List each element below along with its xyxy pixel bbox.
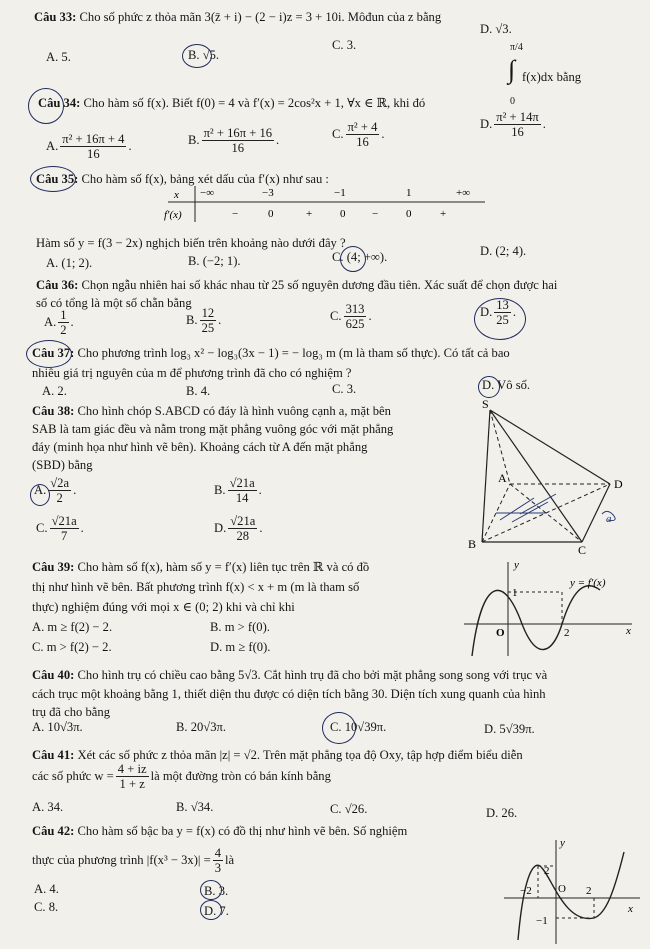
q34-option-a[interactable]: A. $\frac{\text{π² + 16π + 4}}{16}$ . [46,132,132,162]
label-b: B [468,537,477,551]
q34-option-c[interactable]: C. $\frac{\text{π² + 4}}{16}$ . [332,120,385,150]
q38-option-a[interactable]: A. $\frac{√2a}{2}$ . [34,476,77,506]
label-a: A [498,471,507,485]
sign: + [306,208,313,220]
graph-y-label: y [514,559,519,571]
graph-origin: O [558,883,566,895]
q39-option-d[interactable]: D. m ≥ f(0). [210,640,271,654]
q39-line-3: thực) nghiệm đúng với mọi x ∈ (0; 2) khi và chỉ khi [32,600,295,614]
q38-line-4: (SBD) bằng [32,458,93,472]
q41-option-a[interactable]: A. 34. [32,800,64,814]
q33-option-b[interactable]: B. √5. [188,48,220,62]
q41-option-c[interactable]: C. √26. [330,802,368,816]
graph-curve-label: y = f′(x) [570,577,606,589]
graph-tick: 2 [564,627,570,639]
q35-option-b[interactable]: B. (−2; 1). [188,254,241,268]
sign-table [160,184,490,226]
label-c: C [578,543,587,554]
q38-line-1: Câu 38: Cho hình chóp S.ABCD có đáy là hình vuông cạnh a, mặt bên [32,404,391,418]
q39-line-2: thị như hình vẽ bên. Bất phương trình f(x) < x + m (m là tham số [32,580,360,594]
sign: − [232,208,239,220]
answer-circle [26,340,72,368]
q42-option-c[interactable]: C. 8. [34,900,59,914]
sign-table-f-label: f′(x) [164,209,182,221]
label-d: D [614,477,623,491]
q36-stem-2: số có tổng là một số chẵn bằng [36,296,192,310]
answer-circle [478,376,500,398]
xval: 1 [406,187,412,199]
answer-circle [200,880,222,900]
q41-option-d[interactable]: D. 26. [486,806,518,820]
graph-tick: 2 [544,865,550,877]
q42-option-d[interactable]: D. 7. [204,904,229,918]
q37-option-b[interactable]: B. 4. [186,384,211,398]
q38-option-c[interactable]: C. $\frac{√21a}{7}$ . [36,514,84,544]
q35-stem: Câu 35: Cho hàm số f(x), bảng xét dấu của f′(x) như sau : [36,172,329,186]
q35-option-d[interactable]: D. (2; 4). [480,244,527,258]
q40-option-b[interactable]: B. 20√3π. [176,720,227,734]
cubic-graph [500,832,646,946]
q34-int-lower: 0 [510,96,515,107]
answer-circle [340,246,366,272]
q36-stem-1: Câu 36: Chọn ngẫu nhiên hai số khác nhau từ 25 số nguyên dương đầu tiên. Xác suất để chọn được hai [36,278,558,292]
q38-option-b[interactable]: B. $\frac{√21a}{14}$ . [214,476,262,506]
q33-option-a[interactable]: A. 5. [46,50,71,64]
q40-line-2: cách trục một khoảng bằng 1, thiết diện thu được có diện tích bằng 30. Diện tích xung quanh của hình [32,687,546,701]
q39-option-c[interactable]: C. m > f(2) − 2. [32,640,112,654]
answer-circle [200,900,222,920]
q41-option-b[interactable]: B. √34. [176,800,214,814]
q34-stem-end: f(x)dx bằng [522,70,582,84]
label-s: S [482,397,489,411]
q42-option-a[interactable]: A. 4. [34,882,59,896]
graph-origin: O [496,627,505,639]
q36-option-c[interactable]: C. $\frac{313}{625}$ . [330,302,372,332]
edge-sd [490,410,610,484]
q38-line-3: đáy (minh họa như hình vẽ bên). Khoảng cách từ A đến mặt phẳng [32,440,368,454]
xval: −3 [262,187,274,199]
answer-circle [30,166,76,192]
q37-stem-2: nhiêu giá trị nguyên của m để phương trình đã cho có nghiệm ? [32,366,352,380]
q40-option-d[interactable]: D. 5√39π. [484,722,535,736]
q41-line-1: Câu 41: Xét các số phức z thỏa mãn |z| = √2. Trên mặt phẳng tọa độ Oxy, tập hợp điểm biểu diễn [32,748,523,762]
sign: 0 [406,208,412,220]
integral-sign-icon: ∫ [508,55,516,84]
graph-tick: −2 [520,885,532,897]
q36-option-b[interactable]: B. $\frac{12}{25}$ . [186,306,222,336]
answer-circle [322,712,356,744]
xval: −∞ [200,187,215,199]
derivative-graph [460,556,640,664]
graph-x-label: x [628,903,633,915]
graph-tick: −1 [536,915,548,927]
q33-option-c[interactable]: C. 3. [332,38,357,52]
hand-label: a [606,513,612,525]
q35-option-a[interactable]: A. (1; 2). [46,256,93,270]
q34-int-upper: π/4 [510,42,523,53]
q36-option-d[interactable]: D. $\frac{13}{25}$ . [480,298,516,328]
sign: + [440,208,447,220]
sign-table-x-label: x [174,189,179,201]
graph-x-label: x [626,625,631,637]
edge-sb [482,410,490,542]
sign: 0 [268,208,274,220]
q33-stem: Câu 33: Cho số phức z thỏa mãn 3(z̄ + i) − (2 − i)z = 3 + 10i. Môđun của z bằng [34,10,442,24]
q37-option-c[interactable]: C. 3. [332,382,357,396]
derivative-curve [472,586,600,656]
q40-line-3: trụ đã cho bằng [32,705,110,719]
q39-line-1: Câu 39: Cho hàm số f(x), hàm số y = f′(x) liên tục trên ℝ và có đồ [32,560,370,574]
q38-line-2: SAB là tam giác đều và nằm trong mặt phẳng vuông góc với mặt phẳng [32,422,394,436]
q34-stem: Câu 34: Cho hàm số f(x). Biết f(0) = 4 và f′(x) = 2cos²x + 1, ∀x ∈ ℝ, khi đó [38,96,426,110]
q37-stem-1: Câu 37: Cho phương trình log₃ x² − log₃(3x − 1) = − log₃ m (m là tham số thực). Có tất cả bao [32,346,510,360]
q39-option-b[interactable]: B. m > f(0). [210,620,270,634]
sign: − [372,208,379,220]
q42-option-b[interactable]: B. 3. [204,884,229,898]
answer-circle [28,88,64,124]
sign: 0 [340,208,346,220]
q37-option-d[interactable]: D. Vô số. [482,378,531,392]
q36-option-a[interactable]: A. $\frac{1}{2}$ . [44,308,74,338]
q33-option-d[interactable]: D. √3. [480,22,512,36]
q42-line-1: Câu 42: Cho hàm số bậc ba y = f(x) có đồ thị như hình vẽ bên. Số nghiệm [32,824,408,838]
q35-option-c[interactable]: C. (4; +∞). [332,250,388,264]
q34-option-b[interactable]: B. $\frac{\text{π² + 16π + 16}}{16}$ . [188,126,280,156]
graph-tick: 1 [512,587,518,599]
q41-line-2: các số phức w = $\frac{4 + iz}{1 + z}$ là một đường tròn có bán kính bằng [32,762,331,792]
graph-tick: 2 [586,885,592,897]
answer-circle [474,298,526,340]
q42-line-2: thực của phương trình |f(x³ − 3x)| = $\frac{4}{3}$ là [32,846,235,876]
graph-y-label: y [560,837,565,849]
xval: −1 [334,187,346,199]
pyramid-figure [460,396,640,554]
q34-option-d[interactable]: D. $\frac{\text{π² + 14π}}{16}$ . [480,110,546,140]
q40-line-1: Câu 40: Cho hình trụ có chiều cao bằng 5√3. Cắt hình trụ đã cho bởi mặt phẳng song song với trục và [32,668,548,682]
q39-option-a[interactable]: A. m ≥ f(2) − 2. [32,620,113,634]
cubic-curve [518,852,624,940]
q35-question: Hàm số y = f(3 − 2x) nghịch biến trên khoảng nào dưới đây ? [36,236,346,250]
xval: +∞ [456,187,471,199]
answer-circle [30,484,50,506]
q40-option-c[interactable]: C. 10√39π. [330,720,387,734]
q38-option-d[interactable]: D. $\frac{√21a}{28}$ . [214,514,263,544]
answer-circle [182,44,212,68]
q37-option-a[interactable]: A. 2. [42,384,67,398]
q40-option-a[interactable]: A. 10√3π. [32,720,83,734]
